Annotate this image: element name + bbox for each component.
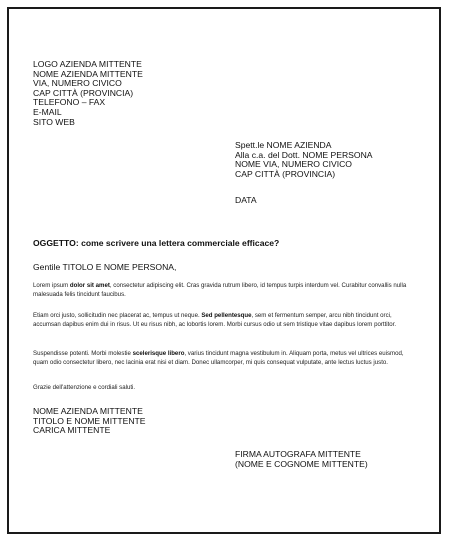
- letter-page: [7, 7, 441, 534]
- signature-name: (NOME E COGNOME MITTENTE): [235, 458, 368, 469]
- sender-company-name: NOME AZIENDA MITTENTE: [33, 68, 143, 79]
- letter-date: DATA: [235, 195, 257, 205]
- paragraph-text: , sem et fermentum semper, arcu nibh tincidunt orci, accumsan dapibus enim dui in risus. Ut eu risus nibh, ac lobortis lorem. Morbi cursus odio ut sem tristique vitae dapibus lorem porttitor.: [33, 312, 397, 328]
- paragraph-bold-text: dolor sit amet: [69, 282, 110, 289]
- sender-city: CAP CITTÀ (PROVINCIA): [33, 87, 134, 98]
- signature-label: FIRMA AUTOGRAFA MITTENTE: [235, 449, 361, 459]
- recipient-block: [235, 141, 373, 179]
- sender-email: E-MAIL: [33, 106, 62, 117]
- paragraph-bold-text: scelerisque libero: [132, 350, 185, 357]
- paragraph-text: Lorem ipsum: [33, 282, 70, 289]
- recipient-street: NOME VIA, NUMERO CIVICO: [235, 159, 352, 170]
- closing-sender-title-name: TITOLO E NOME MITTENTE: [33, 415, 146, 426]
- sender-phone-fax: TELEFONO – FAX: [33, 97, 106, 108]
- paragraph-text: , varius tincidunt magna vestibulum in. Aliquam porta, metus vel ultrices euismod, quam odio consectetur libero, nec lacinia erat nisi et diam. Donec ullamcorper, mi quis consequat vulputate, ante lectus luctus justo.: [33, 350, 404, 366]
- closing-company-name: NOME AZIENDA MITTENTE: [33, 406, 143, 416]
- paragraph-text: Suspendisse potenti. Morbi molestie: [33, 350, 133, 357]
- sender-website: SITO WEB: [33, 116, 75, 127]
- letter-greeting: Gentile TITOLO E NOME PERSONA,: [33, 262, 177, 272]
- paragraph-bold-text: Sed pellentesque: [201, 312, 252, 319]
- closing-sender-role: CARICA MITTENTE: [33, 425, 111, 436]
- recipient-city: CAP CITTÀ (PROVINCIA): [235, 168, 336, 179]
- letter-subject: OGGETTO: come scrivere una lettera commerciale efficace?: [33, 238, 280, 248]
- sender-logo: LOGO AZIENDA MITTENTE: [33, 59, 142, 69]
- body-paragraph-2: [33, 312, 413, 329]
- sender-block: [33, 60, 143, 127]
- signature-block: [235, 450, 368, 469]
- recipient-company: Spett.le NOME AZIENDA: [235, 140, 332, 150]
- paragraph-text: , consectetur adipiscing elit. Cras gravida rutrum libero, id tempus turpis interdum vel. Curabitur convallis nulla malesuada felis tincidunt faucibus.: [33, 282, 407, 298]
- body-paragraph-3: [33, 350, 413, 367]
- closing-sender-block: [33, 407, 146, 436]
- body-paragraph-closing: Grazie dell'attenzione e cordiali saluti.: [33, 384, 136, 391]
- body-paragraph-1: [33, 282, 413, 299]
- recipient-attention: Alla c.a. del Dott. NOME PERSONA: [235, 149, 373, 160]
- paragraph-text: Etiam orci justo, sollicitudin nec placerat ac, tempus ut neque.: [33, 312, 202, 319]
- sender-street: VIA, NUMERO CIVICO: [33, 78, 122, 89]
